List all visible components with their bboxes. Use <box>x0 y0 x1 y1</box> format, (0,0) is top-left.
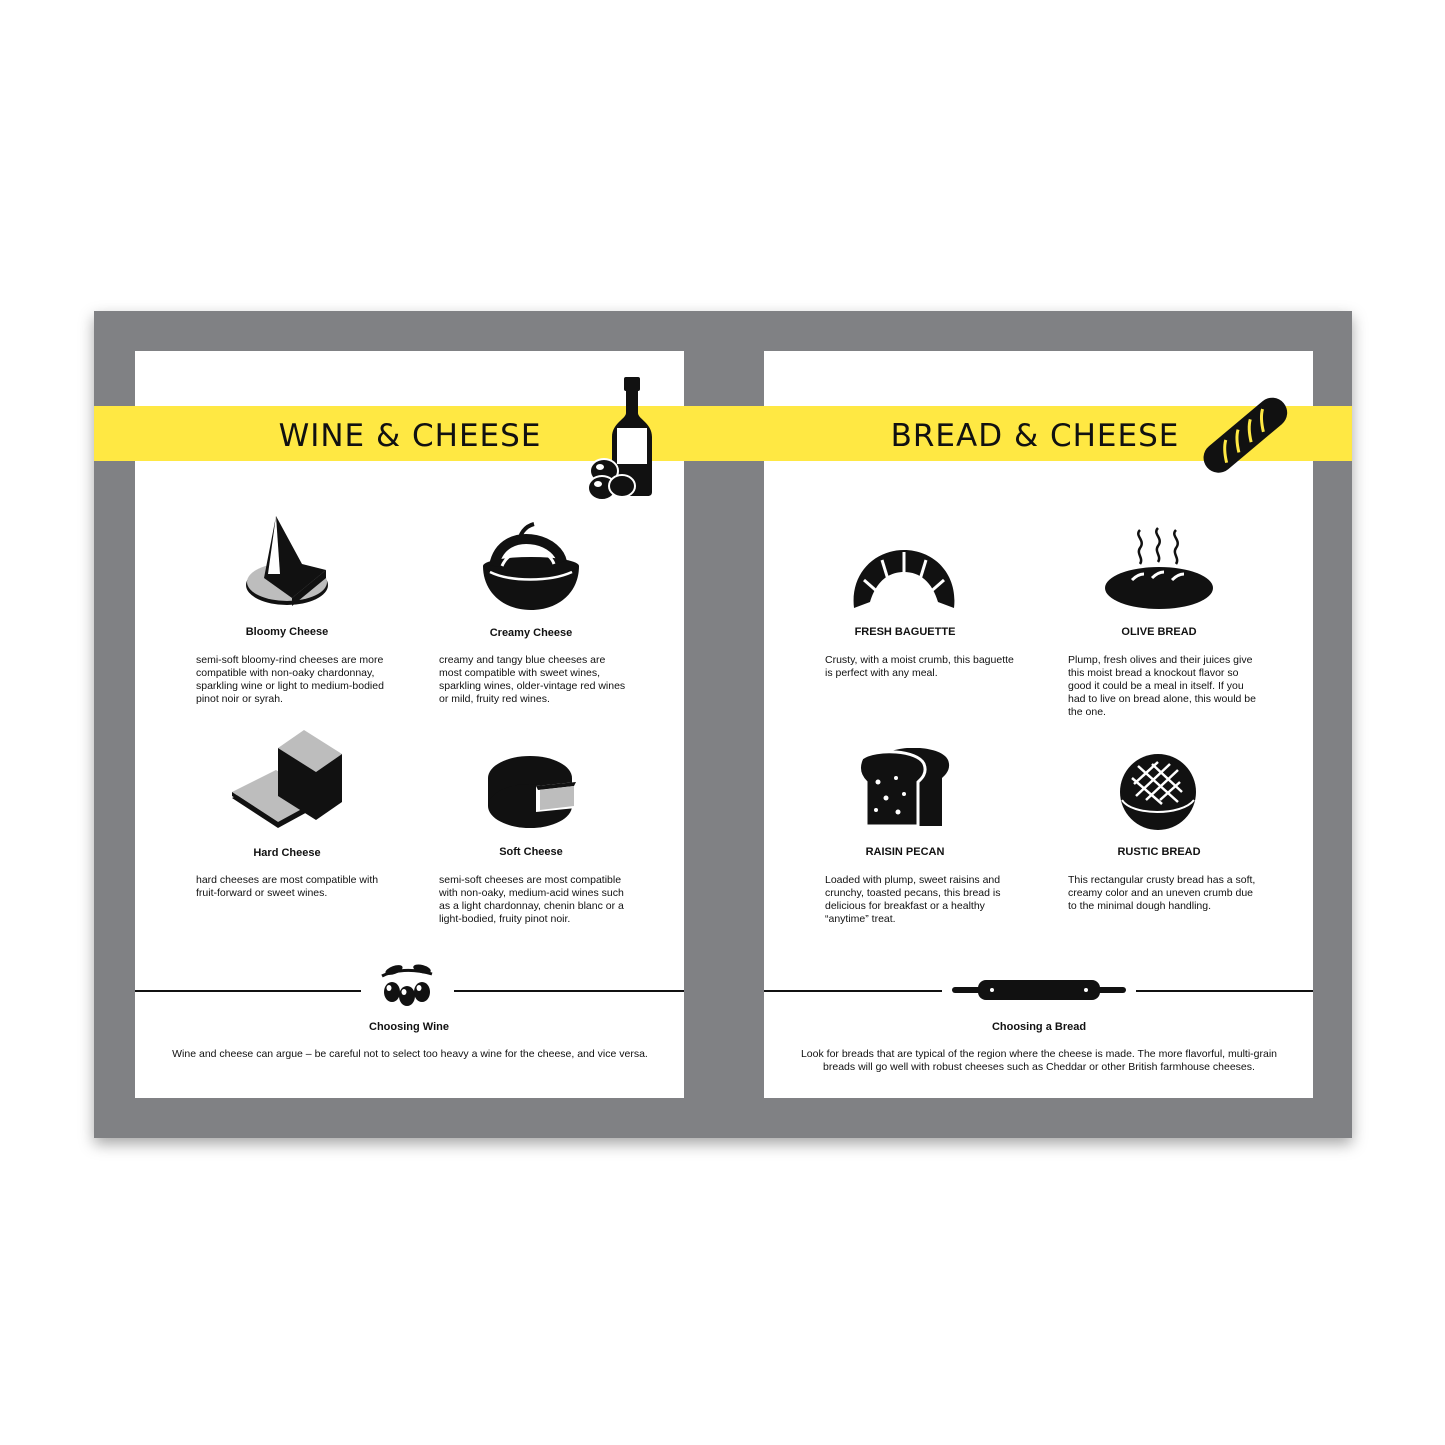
toast-slices-icon <box>856 748 952 830</box>
item-desc-rustic: This rectangular crusty bread has a soft, creamy color and an uneven crumb due to the minimal dough handling. <box>1068 874 1256 912</box>
item-desc-creamy: creamy and tangy blue cheeses are most compatible with sweet wines, sparkling wines, older-vintage red wines or mild, fruity red wines. <box>439 654 626 705</box>
item-name-bloomy: Bloomy Cheese <box>245 626 329 638</box>
baguette-icon <box>1196 386 1296 486</box>
olive-branch-icon <box>378 962 438 1012</box>
creamy-cheese-bowl-icon <box>480 522 584 614</box>
soft-cheese-wheel-icon <box>486 752 582 832</box>
item-name-hard: Hard Cheese <box>253 847 321 859</box>
left-divider-right <box>454 990 684 992</box>
right-divider-left <box>764 990 942 992</box>
right-section-title: Choosing a Bread <box>991 1021 1087 1033</box>
hard-cheese-block-icon <box>230 726 346 830</box>
item-desc-olive: Plump, fresh olives and their juices give this moist bread a knockout flavor so good it could be a meal in itself. If you had to live on bread alone, this would be the one. <box>1068 654 1256 718</box>
left-section-text: Wine and cheese can argue – be careful not to select too heavy a wine for the cheese, and vice versa. <box>172 1048 648 1060</box>
rolling-pin-icon <box>952 978 1126 1002</box>
right-divider-right <box>1136 990 1313 992</box>
right-section-text: Look for breads that are typical of the region where the cheese is made. The more flavorful, multi-grain breads will go well with robust cheeses such as Cheddar or other British farmhouse cheeses. <box>800 1048 1278 1073</box>
left-divider-left <box>135 990 361 992</box>
left-section-title: Choosing Wine <box>369 1021 449 1033</box>
item-name-soft: Soft Cheese <box>499 846 563 858</box>
croissant-icon <box>850 546 958 612</box>
item-name-baguette: FRESH BAGUETTE <box>854 626 956 638</box>
bloomy-cheese-icon <box>240 512 340 612</box>
right-page-title: BREAD & CHEESE <box>890 418 1180 454</box>
steaming-loaf-icon <box>1102 526 1218 612</box>
item-desc-bloomy: semi-soft bloomy-rind cheeses are more compatible with non-oaky chardonnay, sparkling wine or light to medium-bodied pinot noir or syrah. <box>196 654 384 705</box>
item-name-creamy: Creamy Cheese <box>489 627 573 639</box>
item-name-olive: OLIVE BREAD <box>1121 626 1197 638</box>
item-desc-baguette: Crusty, with a moist crumb, this baguette is perfect with any meal. <box>825 654 1014 679</box>
item-name-raisin: RAISIN PECAN <box>865 846 945 858</box>
left-page-title: WINE & CHEESE <box>278 418 542 454</box>
round-loaf-icon <box>1118 752 1198 832</box>
item-name-rustic: RUSTIC BREAD <box>1117 846 1201 858</box>
item-desc-raisin: Loaded with plump, sweet raisins and crunchy, toasted pecans, this bread is delicious for breakfast or a healthy “anytime” treat. <box>825 874 1001 925</box>
item-desc-soft: semi-soft cheeses are most compatible with non-oaky, medium-acid wines such as a light chardonnay, chenin blanc or a light-bodied, fruity pinot noir. <box>439 874 624 925</box>
item-desc-hard: hard cheeses are most compatible with fruit-forward or sweet wines. <box>196 874 379 899</box>
wine-bottle-olives-icon <box>586 376 662 502</box>
